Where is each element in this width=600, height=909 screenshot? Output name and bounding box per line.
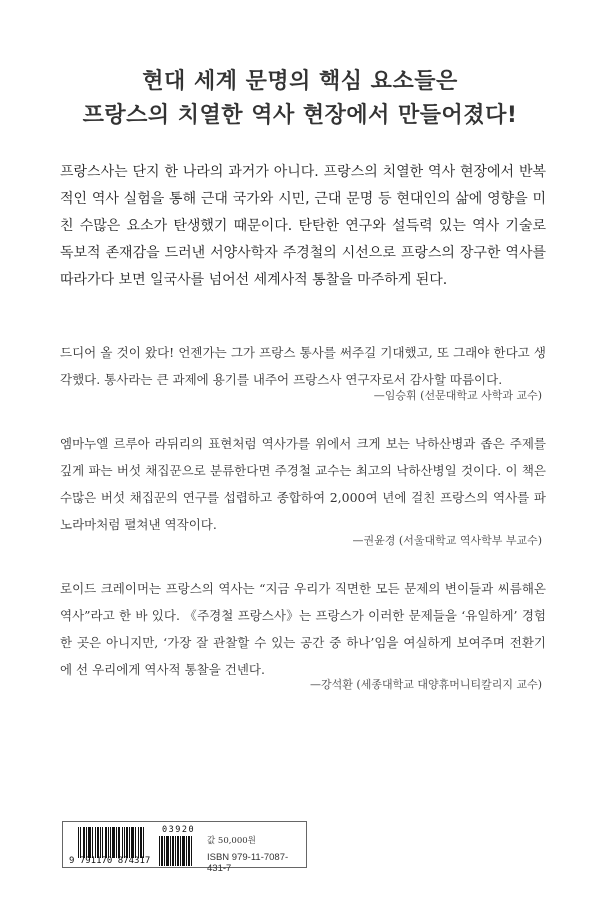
intro-paragraph: 프랑스사는 단지 한 나라의 과거가 아니다. 프랑스의 치열한 역사 현장에서 반복적인 역사 실험을 통해 근대 국가와 시민, 근대 문명 등 현대인의 삶에 영향을 미친 수많은 요소가 탄생했기 때문이다. 탄탄한 연구와 설득력 있는 역사 기술로 독보적 존재감을 드러낸 서양사학자 주경철의 시선으로 프랑스의 장구한 역사를 따라가다 보면 일국사를 넘어선 세계사적 통찰을 마주하게 된다. [60,164,546,288]
endorsement-text: 드디어 올 것이 왔다! 언젠가는 그가 프랑스 통사를 써주길 기대했고, 또 그래야 한다고 생각했다. 통사라는 큰 과제에 용기를 내주어 프랑스사 연구자로서 감사할 따름이다. [60,345,546,387]
endorsement-text: 로이드 크레이머는 프랑스의 역사는 “지금 우리가 직면한 모든 문제의 변이들과 씨름해온 역사”라고 한 바 있다. 《주경철 프랑스사》는 프랑스가 이러한 문제들을 ‘유일하게’ 경험한 곳은 아니지만, ‘가장 잘 관찰할 수 있는 공간 중 하나’임을 여실하게 보여주며 전환기에 선 우리에게 역사적 통찰을 건넨다. [60,581,546,677]
barcode-bar [191,836,192,866]
barcode-bar [143,827,144,858]
endorsement-author: —임승휘 (선문대학교 사학과 교수) [373,389,542,402]
ean-barcode [78,827,144,858]
endorsement-author: —권윤경 (서울대학교 역사학부 부교수) [352,534,542,547]
addon-barcode [159,836,192,866]
addon-digits: 03920 [162,825,196,835]
barcode-box [62,821,307,874]
headline-line-1: 현대 세계 문명의 핵심 요소들은 [142,69,458,94]
price: 값 50,000원 [207,836,256,846]
endorsement-text: 엠마누엘 르루아 라뒤리의 표현처럼 역사가를 위에서 크게 보는 낙하산병과 좁은 주제를 깊게 파는 버섯 채집꾼으로 분류한다면 주경철 교수는 최고의 낙하산병일 것이다. 이 책은 수많은 버섯 채집꾼의 연구를 섭렵하고 종합하여 2,000여 년에 걸친 프랑스의 역사를 파노라마처럼 펼쳐낸 역작이다. [60,436,546,532]
headline-line-2: 프랑스의 치열한 역사 현장에서 만들어졌다! [82,103,518,128]
endorsement-author: —강석환 (세종대학교 대양휴머니티칼리지 교수) [310,678,542,691]
ean-digits: 9 791170 874317 [69,856,151,866]
isbn: ISBN 979-11-7087-431-7 [207,852,289,874]
